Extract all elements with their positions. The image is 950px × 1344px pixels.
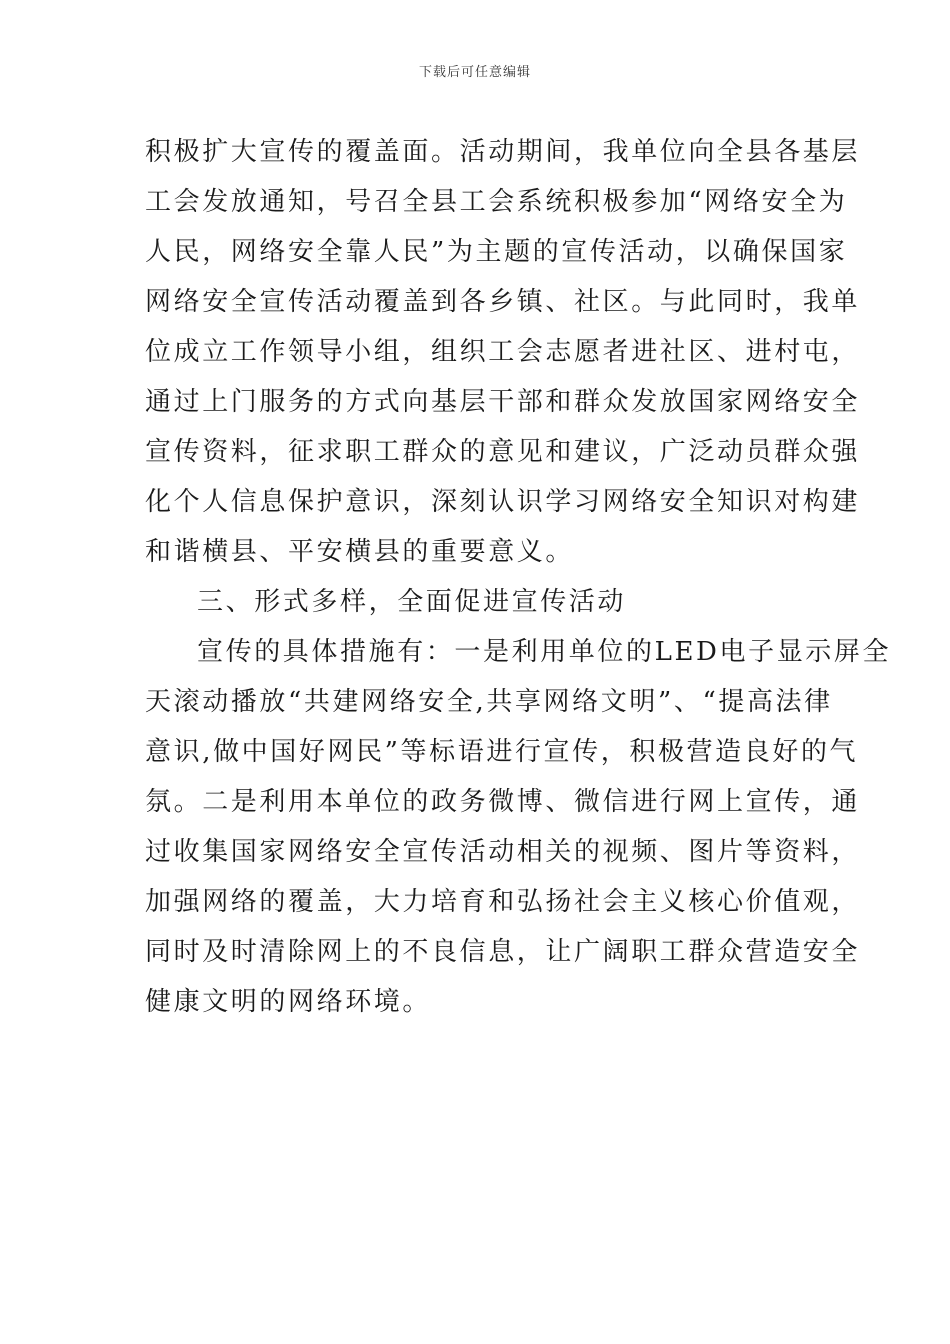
section-heading: 三、形式多样，全面促进宣传活动: [197, 587, 627, 617]
paragraph-line: 意识,做中国好网民”等标语进行宣传，积极营造良好的气: [145, 737, 859, 767]
paragraph-line: 过收集国家网络安全宣传活动相关的视频、图片等资料，: [145, 837, 861, 867]
paragraph-line: 健康文明的网络环境。: [145, 987, 432, 1017]
page-header: 下载后可任意编辑: [418, 65, 531, 80]
paragraph-line: 积极扩大宣传的覆盖面。活动期间，我单位向全县各基层: [145, 137, 861, 167]
paragraph-line: 宣传的具体措施有：一是利用单位的LED电子显示屏全: [197, 637, 892, 667]
paragraph-line: 位成立工作领导小组，组织工会志愿者进社区、进村屯，: [145, 337, 861, 367]
paragraph-line: 宣传资料，征求职工群众的意见和建议，广泛动员群众强: [145, 437, 861, 467]
paragraph-line: 天滚动播放“共建网络安全,共享网络文明”、“提高法律: [145, 687, 833, 717]
paragraph-line: 和谐横县、平安横县的重要意义。: [145, 537, 575, 567]
paragraph-line: 网络安全宣传活动覆盖到各乡镇、社区。与此同时，我单: [145, 287, 861, 317]
paragraph-line: 氛。二是利用本单位的政务微博、微信进行网上宣传，通: [145, 787, 861, 817]
paragraph-line: 通过上门服务的方式向基层干部和群众发放国家网络安全: [145, 387, 861, 417]
paragraph-line: 人民，网络安全靠人民”为主题的宣传活动，以确保国家: [145, 237, 848, 267]
paragraph-line: 加强网络的覆盖，大力培育和弘扬社会主义核心价值观，: [145, 887, 861, 917]
document-body: [145, 127, 892, 1027]
paragraph-line: 同时及时清除网上的不良信息，让广阔职工群众营造安全: [145, 937, 861, 967]
paragraph-line: 化个人信息保护意识，深刻认识学习网络安全知识对构建: [145, 487, 861, 517]
paragraph-line: 工会发放通知，号召全县工会系统积极参加“网络安全为: [145, 187, 848, 217]
